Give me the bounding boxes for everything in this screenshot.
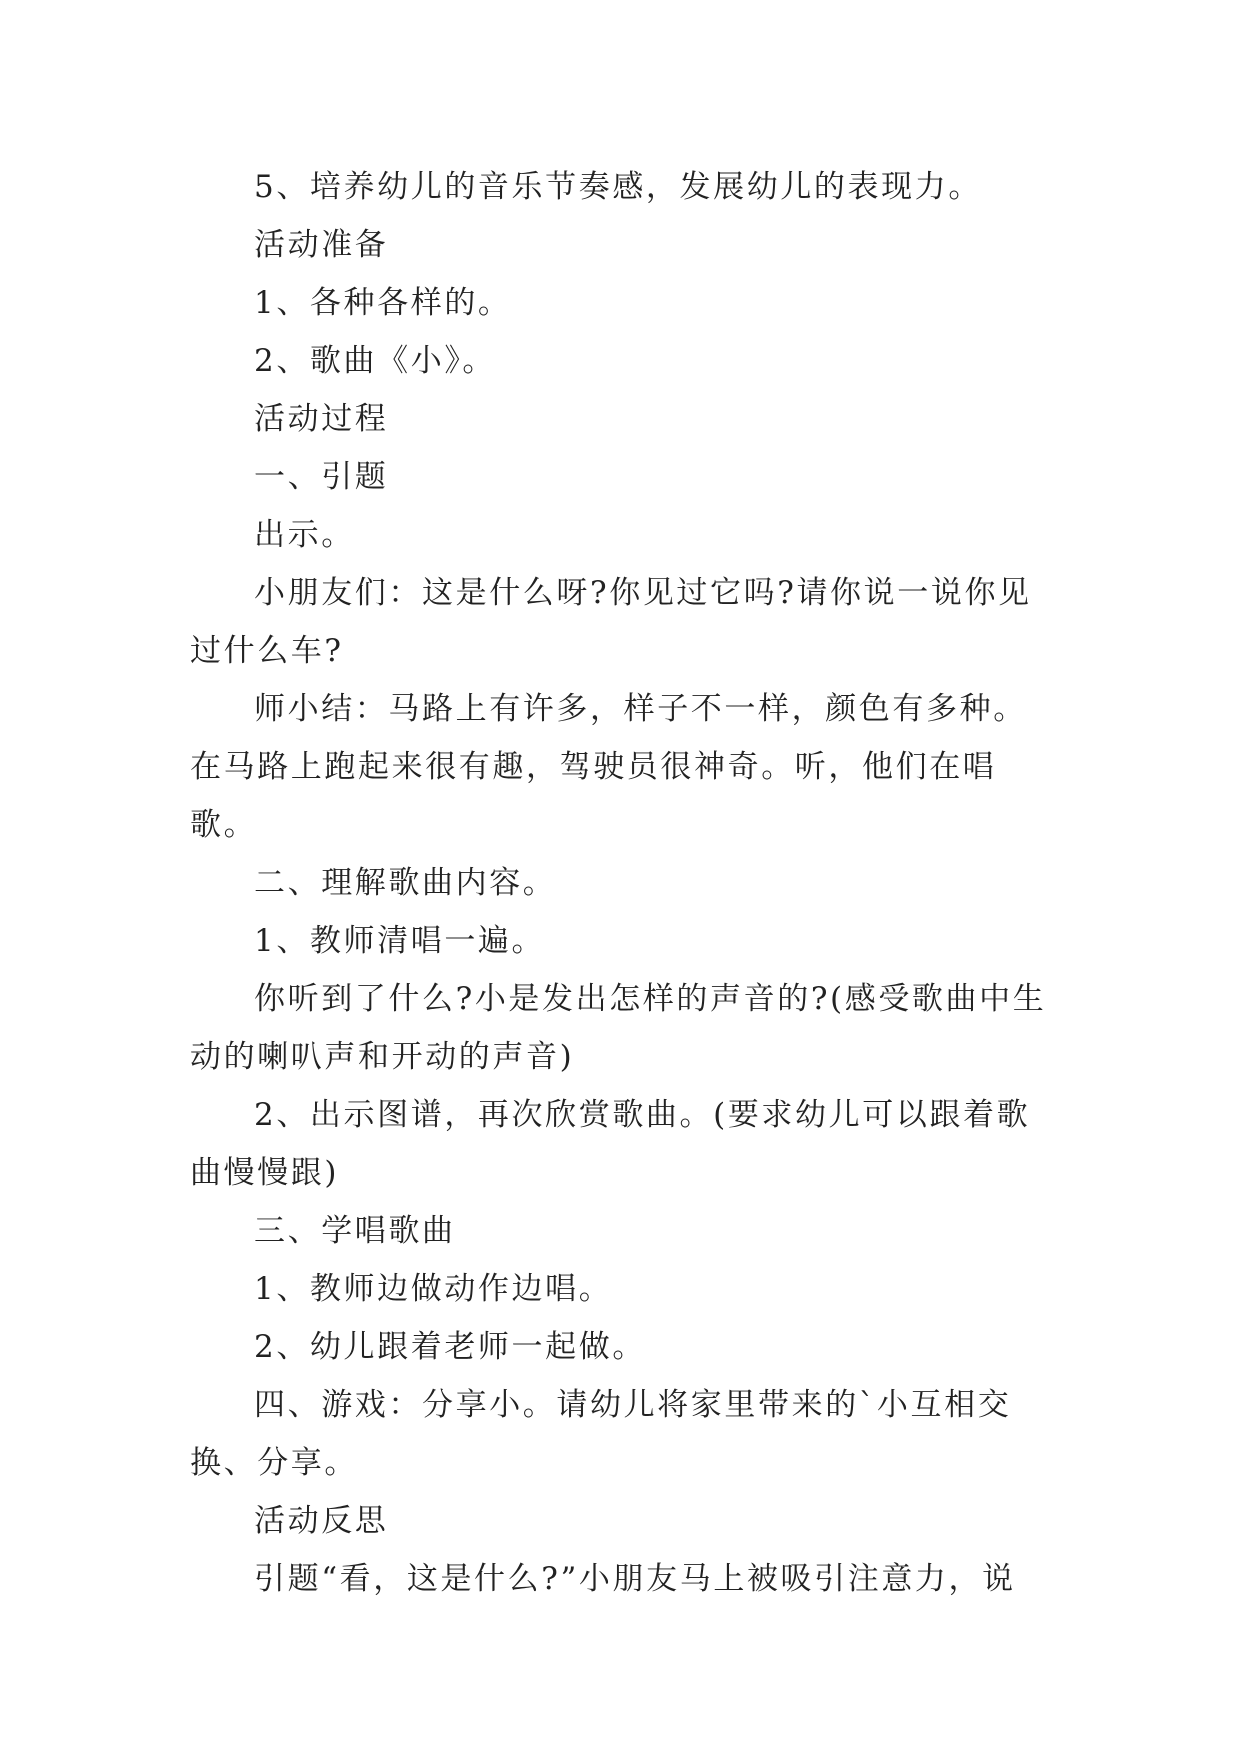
section-heading-reflection: 活动反思 xyxy=(254,1503,389,1539)
preparation-item-2: 2、歌曲《小》。 xyxy=(254,343,497,379)
section-heading-preparation: 活动准备 xyxy=(254,227,389,263)
process-step-4-paragraph: 四、游戏：分享小。请幼儿将家里带来的`小互相交换、分享。 xyxy=(190,1387,1012,1481)
process-paragraph: 1、教师边做动作边唱。 xyxy=(254,1271,613,1307)
process-paragraph: 师小结：马路上有许多，样子不一样，颜色有多种。在马路上跑起来很有趣，驾驶员很神奇。听，他们在唱歌。 xyxy=(190,691,1027,843)
section-heading-process: 活动过程 xyxy=(254,401,389,437)
process-paragraph: 小朋友们：这是什么呀?你见过它吗?请你说一说你见过什么车? xyxy=(190,575,1032,669)
document-body xyxy=(190,158,1060,1608)
process-step-2-heading: 二、理解歌曲内容。 xyxy=(254,865,557,901)
goal-paragraph-5: 5、培养幼儿的音乐节奏感，发展幼儿的表现力。 xyxy=(254,169,982,205)
reflection-paragraph: 引题“看，这是什么?”小朋友马上被吸引注意力，说 xyxy=(254,1561,1016,1597)
process-step-3-heading: 三、学唱歌曲 xyxy=(254,1213,456,1249)
process-paragraph: 2、出示图谱，再次欣赏歌曲。(要求幼儿可以跟着歌曲慢慢跟) xyxy=(190,1097,1031,1191)
process-step-1-heading: 一、引题 xyxy=(254,459,389,495)
process-paragraph: 1、教师清唱一遍。 xyxy=(254,923,546,959)
process-paragraph: 你听到了什么?小是发出怎样的声音的?(感受歌曲中生动的喇叭声和开动的声音) xyxy=(190,981,1047,1075)
preparation-item-1: 1、各种各样的。 xyxy=(254,285,512,321)
process-paragraph: 2、幼儿跟着老师一起做。 xyxy=(254,1329,646,1365)
process-paragraph: 出示。 xyxy=(254,517,355,553)
